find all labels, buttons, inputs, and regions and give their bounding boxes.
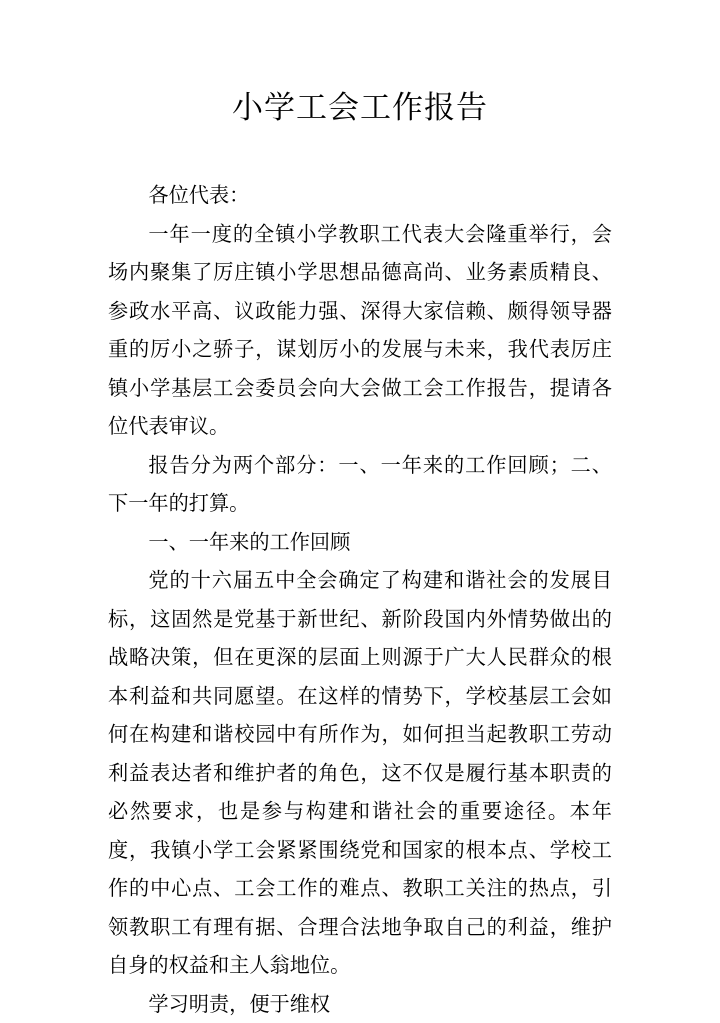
document-title: 小学工会工作报告 <box>0 88 720 128</box>
document-body <box>108 176 612 1023</box>
paragraph-review: 党的十六届五中全会确定了构建和谐社会的发展目标，这固然是党基于新世纪、新阶段国内外情势做出的战略决策，但在更深的层面上则源于广大人民群众的根本利益和共同愿望。在这样的情势下，学校基层工会如何在构建和谐校园中有所作为，如何担当起教职工劳动利益表达者和维护者的角色，这不仅是履行基本职责的必然要求，也是参与构建和谐社会的重要途径。本年度，我镇小学工会紧紧围绕党和国家的根本点、学校工作的中心点、工会工作的难点、教职工关注的热点，引领教职工有理有据、合理合法地争取自己的利益，维护自身的权益和主人翁地位。 <box>108 561 612 985</box>
paragraph-opening: 一年一度的全镇小学教职工代表大会隆重举行，会场内聚集了厉庄镇小学思想品德高尚、业务素质精良、参政水平高、议政能力强、深得大家信赖、颇得领导器重的厉小之骄子，谋划厉小的发展与未来，我代表厉庄镇小学基层工会委员会向大会做工会工作报告，提请各位代表审议。 <box>108 215 612 446</box>
subsection-heading: 学习明责，便于维权 <box>108 985 612 1023</box>
section-heading: 一、一年来的工作回顾 <box>108 523 612 562</box>
salutation: 各位代表： <box>108 176 612 215</box>
paragraph-outline: 报告分为两个部分：一、一年来的工作回顾；二、下一年的打算。 <box>108 446 612 523</box>
